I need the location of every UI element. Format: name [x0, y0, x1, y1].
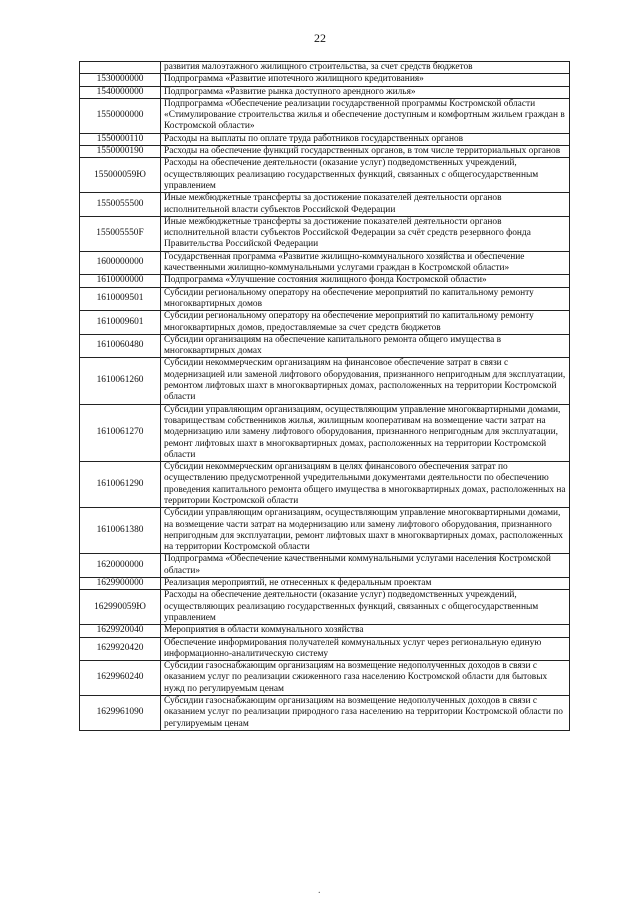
row-name-cell: Субсидии некоммерческим организациям в целях финансового обеспечения затрат по осуществлению предусмотренной учредительными документами деятельности по обеспечению проведения капитального ремонта общего имущества в многоквартирных домах, расположенных на территории Костромской области	[161, 462, 570, 508]
table-row	[80, 590, 570, 625]
table-row	[80, 358, 570, 404]
table-row	[80, 508, 570, 554]
table-row	[80, 133, 570, 145]
row-code-cell: 1610060480	[80, 334, 161, 358]
row-code-cell: 1540000000	[80, 86, 161, 98]
row-code-cell	[80, 62, 161, 74]
row-code-cell: 155000059Ю	[80, 158, 161, 193]
row-code-cell: 1610009601	[80, 311, 161, 335]
row-code-cell: 1610061260	[80, 358, 161, 404]
row-code-cell: 1620000000	[80, 554, 161, 578]
row-name-cell: Расходы на выплаты по оплате труда работников государственных органов	[161, 133, 570, 145]
table-row	[80, 193, 570, 217]
row-name-cell: Субсидии газоснабжающим организациям на возмещение недополученных доходов в связи с оказанием услуг по реализации природного газа населению на территории Костромской области по регулируемым ценам	[161, 696, 570, 731]
row-code-cell: 1629900000	[80, 578, 161, 590]
table-row	[80, 146, 570, 158]
row-code-cell: 1610061290	[80, 462, 161, 508]
table-row	[80, 554, 570, 578]
table-row	[80, 275, 570, 287]
table-row	[80, 578, 570, 590]
footer-mark: .	[318, 885, 321, 896]
budget-code-table	[79, 61, 570, 731]
row-code-cell: 1629960240	[80, 661, 161, 696]
row-code-cell: 162990059Ю	[80, 590, 161, 625]
row-code-cell: 1610009501	[80, 287, 161, 311]
row-name-cell: Иные межбюджетные трансферты за достижение показателей деятельности органов исполнительной власти субъектов Российской Федерации	[161, 193, 570, 217]
row-name-cell: Расходы на обеспечение деятельности (оказание услуг) подведомственных учреждений, осуществляющих реализацию государственных функций, связанных с общегосударственным управлением	[161, 590, 570, 625]
row-name-cell: Субсидии управляющим организациям, осуществляющим управление многоквартирными домами, товариществам собственников жилья, жилищным кооперативам на возмещение части затрат на модернизацию или замену лифтового оборудования, признанного непригодным для эксплуатации, ремонт лифтовых шахт в многоквартирных домах, расположенных на территории Костромской области	[161, 404, 570, 461]
row-name-cell: Подпрограмма «Улучшение состояния жилищного фонда Костромской области»	[161, 275, 570, 287]
row-name-cell: Мероприятия в области коммунального хозяйства	[161, 625, 570, 637]
table-row	[80, 98, 570, 133]
row-code-cell: 1550000110	[80, 133, 161, 145]
table-row	[80, 661, 570, 696]
row-name-cell: Подпрограмма «Обеспечение реализации государственной программы Костромской области «Стимулирование строительства жилья и обеспечение доступным и комфортным жильем граждан в Костромской области»	[161, 98, 570, 133]
row-code-cell: 1629961090	[80, 696, 161, 731]
row-code-cell: 1610061380	[80, 508, 161, 554]
row-code-cell: 155005550F	[80, 216, 161, 251]
row-name-cell: Реализация мероприятий, не отнесенных к федеральным проектам	[161, 578, 570, 590]
row-name-cell: Подпрограмма «Развитие ипотечного жилищного кредитования»	[161, 74, 570, 86]
row-code-cell: 1629920040	[80, 625, 161, 637]
row-code-cell: 1600000000	[80, 251, 161, 275]
row-name-cell: Обеспечение информирования получателей коммунальных услуг через региональную единую информационно-аналитическую систему	[161, 637, 570, 661]
row-name-cell: Подпрограмма «Развитие рынка доступного арендного жилья»	[161, 86, 570, 98]
row-code-cell: 1550000000	[80, 98, 161, 133]
row-name-cell: Субсидии организациям на обеспечение капитального ремонта общего имущества в многоквартирных домах	[161, 334, 570, 358]
row-name-cell: Иные межбюджетные трансферты за достижение показателей деятельности органов исполнительной власти субъектов Российской Федерации за счёт средств резервного фонда Правительства Российской Федерации	[161, 216, 570, 251]
table-row	[80, 287, 570, 311]
table-row	[80, 74, 570, 86]
page-number: 22	[314, 31, 326, 45]
table-row	[80, 404, 570, 461]
table-row	[80, 311, 570, 335]
row-name-cell: развития малоэтажного жилищного строительства, за счет средств бюджетов	[161, 62, 570, 74]
table-body	[80, 62, 570, 731]
table-row	[80, 696, 570, 731]
row-name-cell: Подпрограмма «Обеспечение качественными коммунальными услугами населения Костромской области»	[161, 554, 570, 578]
row-code-cell: 1530000000	[80, 74, 161, 86]
table-row	[80, 637, 570, 661]
row-name-cell: Расходы на обеспечение функций государственных органов, в том числе территориальных органов	[161, 146, 570, 158]
row-name-cell: Государственная программа «Развитие жилищно-коммунального хозяйства и обеспечение качественными жилищно-коммунальными услугами граждан в Костромской области»	[161, 251, 570, 275]
row-code-cell: 1629920420	[80, 637, 161, 661]
table-row	[80, 462, 570, 508]
table-row	[80, 251, 570, 275]
table-row	[80, 625, 570, 637]
row-code-cell: 1550055500	[80, 193, 161, 217]
table-row	[80, 158, 570, 193]
table-row	[80, 216, 570, 251]
table-row	[80, 86, 570, 98]
table-row	[80, 62, 570, 74]
row-name-cell: Субсидии управляющим организациям, осуществляющим управление многоквартирными домами, на возмещение части затрат на модернизацию или замену лифтового оборудования, признанного непригодным для эксплуатации, ремонт лифтовых шахт в многоквартирных домах, расположенных на территории Костромской области	[161, 508, 570, 554]
row-code-cell: 1550000190	[80, 146, 161, 158]
row-name-cell: Субсидии региональному оператору на обеспечение мероприятий по капитальному ремонту многоквартирных домов, предоставляемые за счет средств бюджетов	[161, 311, 570, 335]
row-code-cell: 1610061270	[80, 404, 161, 461]
row-name-cell: Расходы на обеспечение деятельности (оказание услуг) подведомственных учреждений, осуществляющих реализацию государственных функций, связанных с общегосударственным управлением	[161, 158, 570, 193]
row-name-cell: Субсидии газоснабжающим организациям на возмещение недополученных доходов в связи с оказанием услуг по реализации сжиженного газа населению Костромской области для бытовых нужд по регулируемым ценам	[161, 661, 570, 696]
table-row	[80, 334, 570, 358]
row-code-cell: 1610000000	[80, 275, 161, 287]
row-name-cell: Субсидии региональному оператору на обеспечение мероприятий по капитальному ремонту многоквартирных домов	[161, 287, 570, 311]
row-name-cell: Субсидии некоммерческим организациям на финансовое обеспечение затрат в связи с модернизацией или заменой лифтового оборудования, признанного непригодным для эксплуатации, ремонтом лифтовых шахт в многоквартирных домах, расположенных на территории Костромской области	[161, 358, 570, 404]
